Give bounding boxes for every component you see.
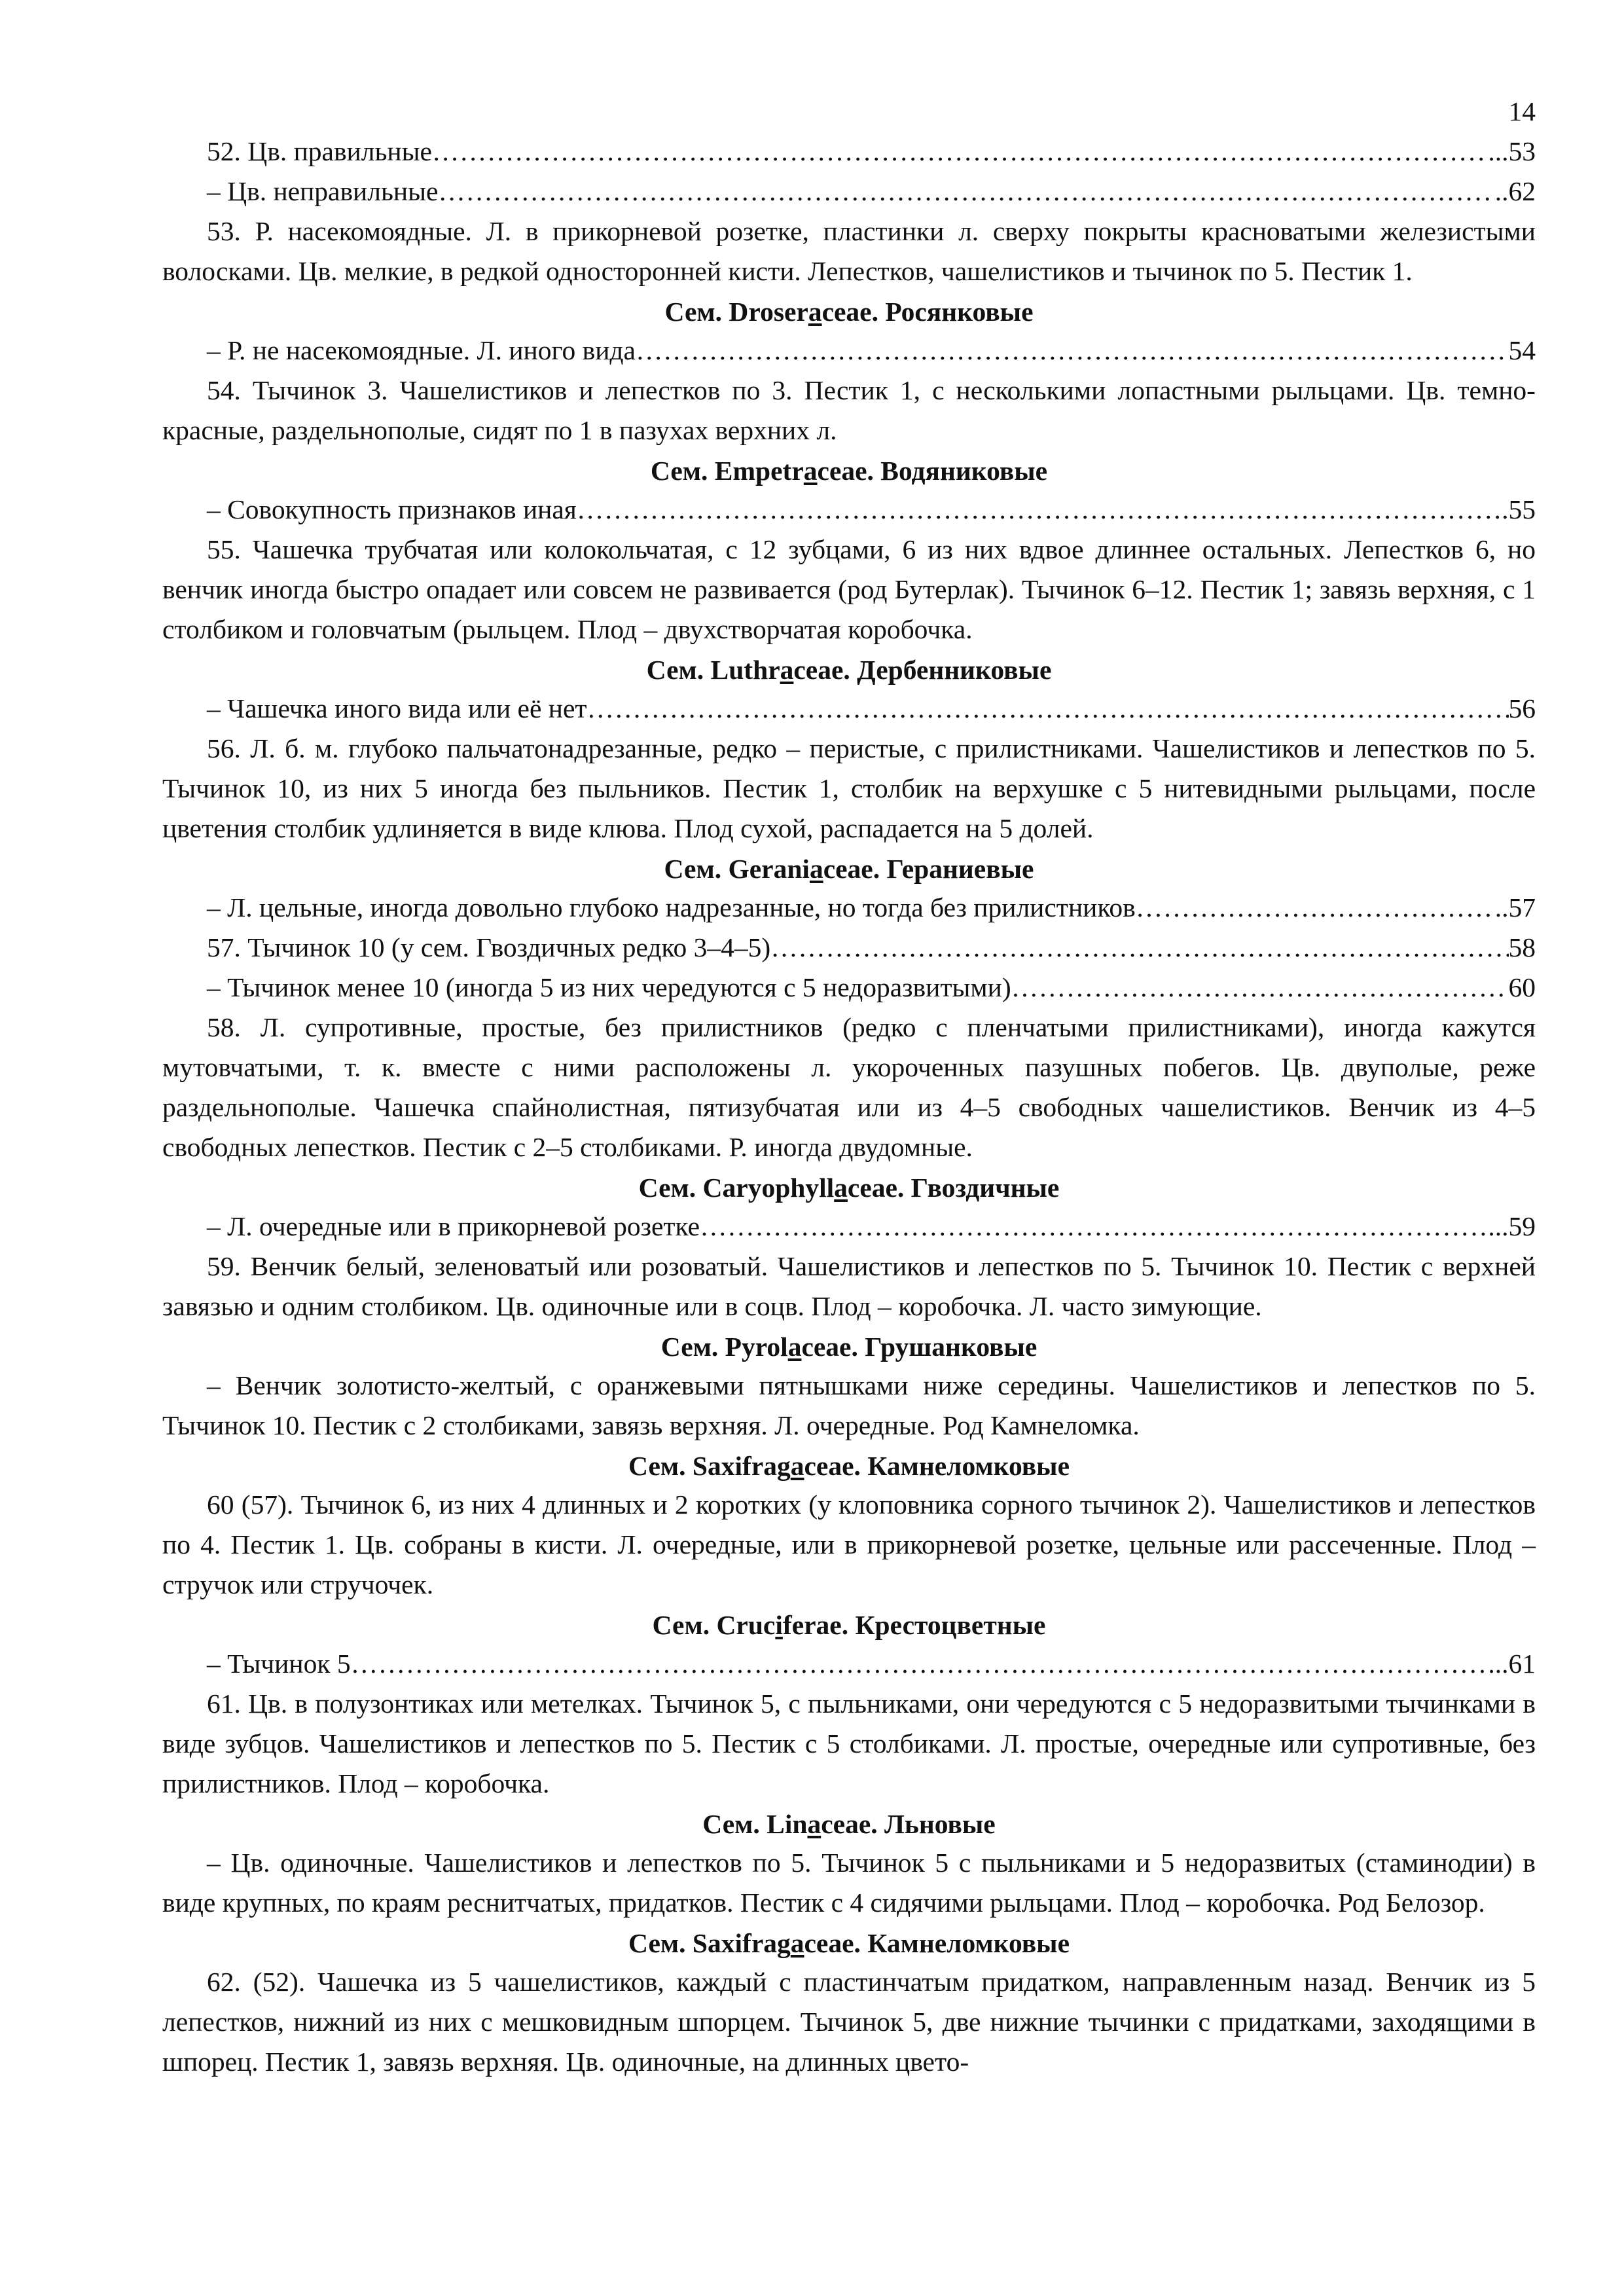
family-suffix: ferae. Крестоцветные [782, 1610, 1046, 1640]
key-paragraph: – Венчик золотисто-желтый, с оранжевыми пятнышками ниже середины. Чашелистиков и лепестков по 5. Тычинок 10. Пестик с 2 столбиками, завязь верхняя. Л. очередные. Род Камнеломка. [162, 1370, 1536, 1440]
family-suffix: ceae. Дербенниковые [793, 655, 1052, 685]
stress-mark: a [790, 1451, 804, 1481]
family-prefix: Сем. Empetr [650, 456, 804, 486]
stress-mark: a [809, 854, 823, 884]
key-lead-line [162, 132, 1536, 172]
lead-text: 52. Цв. правильные [207, 136, 432, 166]
lead-target: .55 [1502, 494, 1536, 524]
dot-leader [636, 331, 1509, 371]
lead-target: ...53 [1488, 136, 1536, 166]
family-heading [162, 1606, 1536, 1644]
document-page [162, 92, 1536, 2265]
lead-text: – Цв. неправильные [207, 176, 439, 206]
family-prefix: Сем. Lin [702, 1809, 808, 1839]
key-lead-line [162, 968, 1536, 1008]
family-suffix: ceae. Грушанковые [801, 1332, 1038, 1362]
family-prefix: Сем. Droser [664, 297, 808, 327]
family-heading [162, 850, 1536, 888]
dot-leader [1136, 888, 1495, 928]
key-paragraph: 59. Венчик белый, зеленоватый или розоватый. Чашелистиков и лепестков по 5. Тычинок 10. Пестик с верхней завязью и одним столбиком. Цв. одиночные или в соцв. Плод – коробочка. Л. часто зимующие. [162, 1251, 1536, 1321]
stress-mark: a [780, 655, 794, 685]
stress-mark: a [790, 1928, 804, 1958]
key-lead-line [162, 928, 1536, 968]
lead-target: 56 [1508, 693, 1536, 723]
dot-leader [587, 689, 1509, 729]
stress-mark: a [834, 1173, 848, 1203]
lead-target: 58 [1508, 932, 1536, 962]
lead-text: – Л. цельные, иногда довольно глубоко надрезанные, но тогда без прилистников [207, 892, 1136, 922]
stress-mark: a [803, 456, 818, 486]
lead-text: – Тычинок менее 10 (иногда 5 из них чередуются с 5 недоразвитыми) [207, 972, 1011, 1002]
key-paragraph: 60 (57). Тычинок 6, из них 4 длинных и 2 коротких (у клоповника сорного тычинок 2). Чашелистиков и лепестков по 4. Пестик 1. Цв. собраны в кисти. Л. очередные, или в прикорневой розетке, цельные или рассеченные. Плод – стручок или стручочек. [162, 1489, 1536, 1599]
key-lead-line [162, 888, 1536, 928]
family-heading [162, 1328, 1536, 1366]
family-prefix: Сем. Saxifrag [628, 1451, 791, 1481]
family-prefix: Сем. Gerani [664, 854, 810, 884]
key-content [162, 132, 1536, 2082]
key-paragraph: 62. (52). Чашечка из 5 чашелистиков, каждый с пластинчатым придатком, направленным назад. Венчик из 5 лепестков, нижний из них с мешковидным шпорцем. Тычинок 5, две нижние тычинки с придатками, заходящими в шпорец. Пестик 1, завязь верхняя. Цв. одиночные, на длинных цвето- [162, 1967, 1536, 2077]
family-heading [162, 1924, 1536, 1962]
key-paragraph: 54. Тычинок 3. Чашелистиков и лепестков по 3. Пестик 1, с несколькими лопастными рыльцами. Цв. темно-красные, раздельнополые, сидят по 1 в пазухах верхних л. [162, 375, 1536, 445]
stress-mark: i [775, 1610, 783, 1640]
dot-leader [351, 1644, 1489, 1684]
dot-leader [770, 928, 1508, 968]
lead-target: ..57 [1494, 892, 1536, 922]
family-heading [162, 1447, 1536, 1485]
dot-leader [432, 132, 1488, 172]
key-paragraph: – Цв. одиночные. Чашелистиков и лепестков по 5. Тычинок 5 с пыльниками и 5 недоразвитых (стаминодии) в виде крупных, по краям реснитчатых, придатков. Пестик с 4 сидячими рыльцами. Плод – коробочка. Род Белозор. [162, 1848, 1536, 1918]
lead-text: – Тычинок 5 [207, 1649, 351, 1679]
dot-leader [577, 490, 1502, 530]
stress-mark: a [787, 1332, 802, 1362]
key-lead-line [162, 331, 1536, 371]
lead-target: ...59 [1488, 1211, 1536, 1241]
family-prefix: Сем. Luthr [646, 655, 780, 685]
family-heading [162, 1805, 1536, 1843]
lead-text: – Л. очередные или в прикорневой розетке [207, 1211, 700, 1241]
lead-text: – Р. не насекомоядные. Л. иного вида [207, 335, 636, 365]
key-paragraph: 58. Л. супротивные, простые, без прилистников (редко с пленчатыми прилистниками), иногда кажутся мутовчатыми, т. к. вместе с ними расположены л. укороченных пазушных побегов. Цв. двуполые, реже раздельнополые. Чашечка спайнолистная, пятизубчатая или из 4–5 свободных чашелистиков. Венчик из 4–5 свободных лепестков. Пестик с 2–5 столбиками. Р. иногда двудомные. [162, 1012, 1536, 1162]
family-suffix: ceae. Гераниевые [823, 854, 1034, 884]
lead-text: 57. Тычинок 10 (у сем. Гвоздичных редко 3–4–5) [207, 932, 771, 962]
lead-target: 60 [1508, 972, 1536, 1002]
key-lead-line [162, 689, 1536, 729]
family-prefix: Сем. Cruc [652, 1610, 776, 1640]
family-prefix: Сем. Caryophyll [638, 1173, 835, 1203]
stress-mark: a [807, 1809, 821, 1839]
lead-target: ...61 [1488, 1649, 1536, 1679]
stress-mark: a [808, 297, 822, 327]
key-paragraph: 61. Цв. в полузонтиках или метелках. Тычинок 5, с пыльниками, они чередуются с 5 недоразвитыми тычинками в виде зубцов. Чашелистиков и лепестков по 5. Пестик с 5 столбиками. Л. простые, очередные или супротивные, без прилистников. Плод – коробочка. [162, 1688, 1536, 1798]
lead-text: – Совокупность признаков иная [207, 494, 577, 524]
dot-leader [700, 1207, 1488, 1247]
key-lead-line [162, 1644, 1536, 1684]
family-suffix: ceae. Льновые [821, 1809, 996, 1839]
family-heading [162, 1169, 1536, 1207]
family-suffix: ceae. Росянковые [821, 297, 1034, 327]
family-suffix: ceae. Камнеломковые [804, 1451, 1070, 1481]
family-suffix: ceae. Камнеломковые [804, 1928, 1070, 1958]
dot-leader [438, 172, 1494, 211]
dot-leader [1011, 968, 1509, 1008]
key-paragraph: 55. Чашечка трубчатая или колокольчатая, с 12 зубцами, 6 из них вдвое длиннее остальных. Лепестков 6, но венчик иногда быстро опадает или совсем не развивается (род Бутерлак). Тычинок 6–12. Пестик 1; завязь верхняя, с 1 столбиком и головчатым (рыльцем. Плод – двухстворчатая коробочка. [162, 534, 1536, 644]
key-lead-line [162, 172, 1536, 211]
lead-target: ..62 [1494, 176, 1536, 206]
family-heading [162, 452, 1536, 490]
key-lead-line [162, 1207, 1536, 1247]
family-prefix: Сем. Saxifrag [628, 1928, 791, 1958]
lead-target: 54 [1508, 335, 1536, 365]
key-paragraph: 53. Р. насекомоядные. Л. в прикорневой розетке, пластинки л. сверху покрыты красноватыми железистыми волосками. Цв. мелкие, в редкой односторонней кисти. Лепестков, чашелистиков и тычинок по 5. Пестик 1. [162, 216, 1536, 286]
family-prefix: Сем. Pyrol [660, 1332, 788, 1362]
key-lead-line [162, 490, 1536, 530]
family-suffix: ceae. Водяниковые [817, 456, 1048, 486]
family-heading [162, 651, 1536, 689]
family-suffix: ceae. Гвоздичные [847, 1173, 1060, 1203]
page-number: 14 [1508, 96, 1536, 126]
lead-text: – Чашечка иного вида или её нет [207, 693, 587, 723]
family-heading [162, 293, 1536, 331]
key-paragraph: 56. Л. б. м. глубоко пальчатонадрезанные, редко – перистые, с прилистниками. Чашелистиков и лепестков по 5. Тычинок 10, из них 5 иногда без пыльников. Пестик 1, столбик на верхушке с 5 нитевидными рыльцами, после цветения столбик удлиняется в виде клюва. Плод сухой, распадается на 5 долей. [162, 733, 1536, 843]
